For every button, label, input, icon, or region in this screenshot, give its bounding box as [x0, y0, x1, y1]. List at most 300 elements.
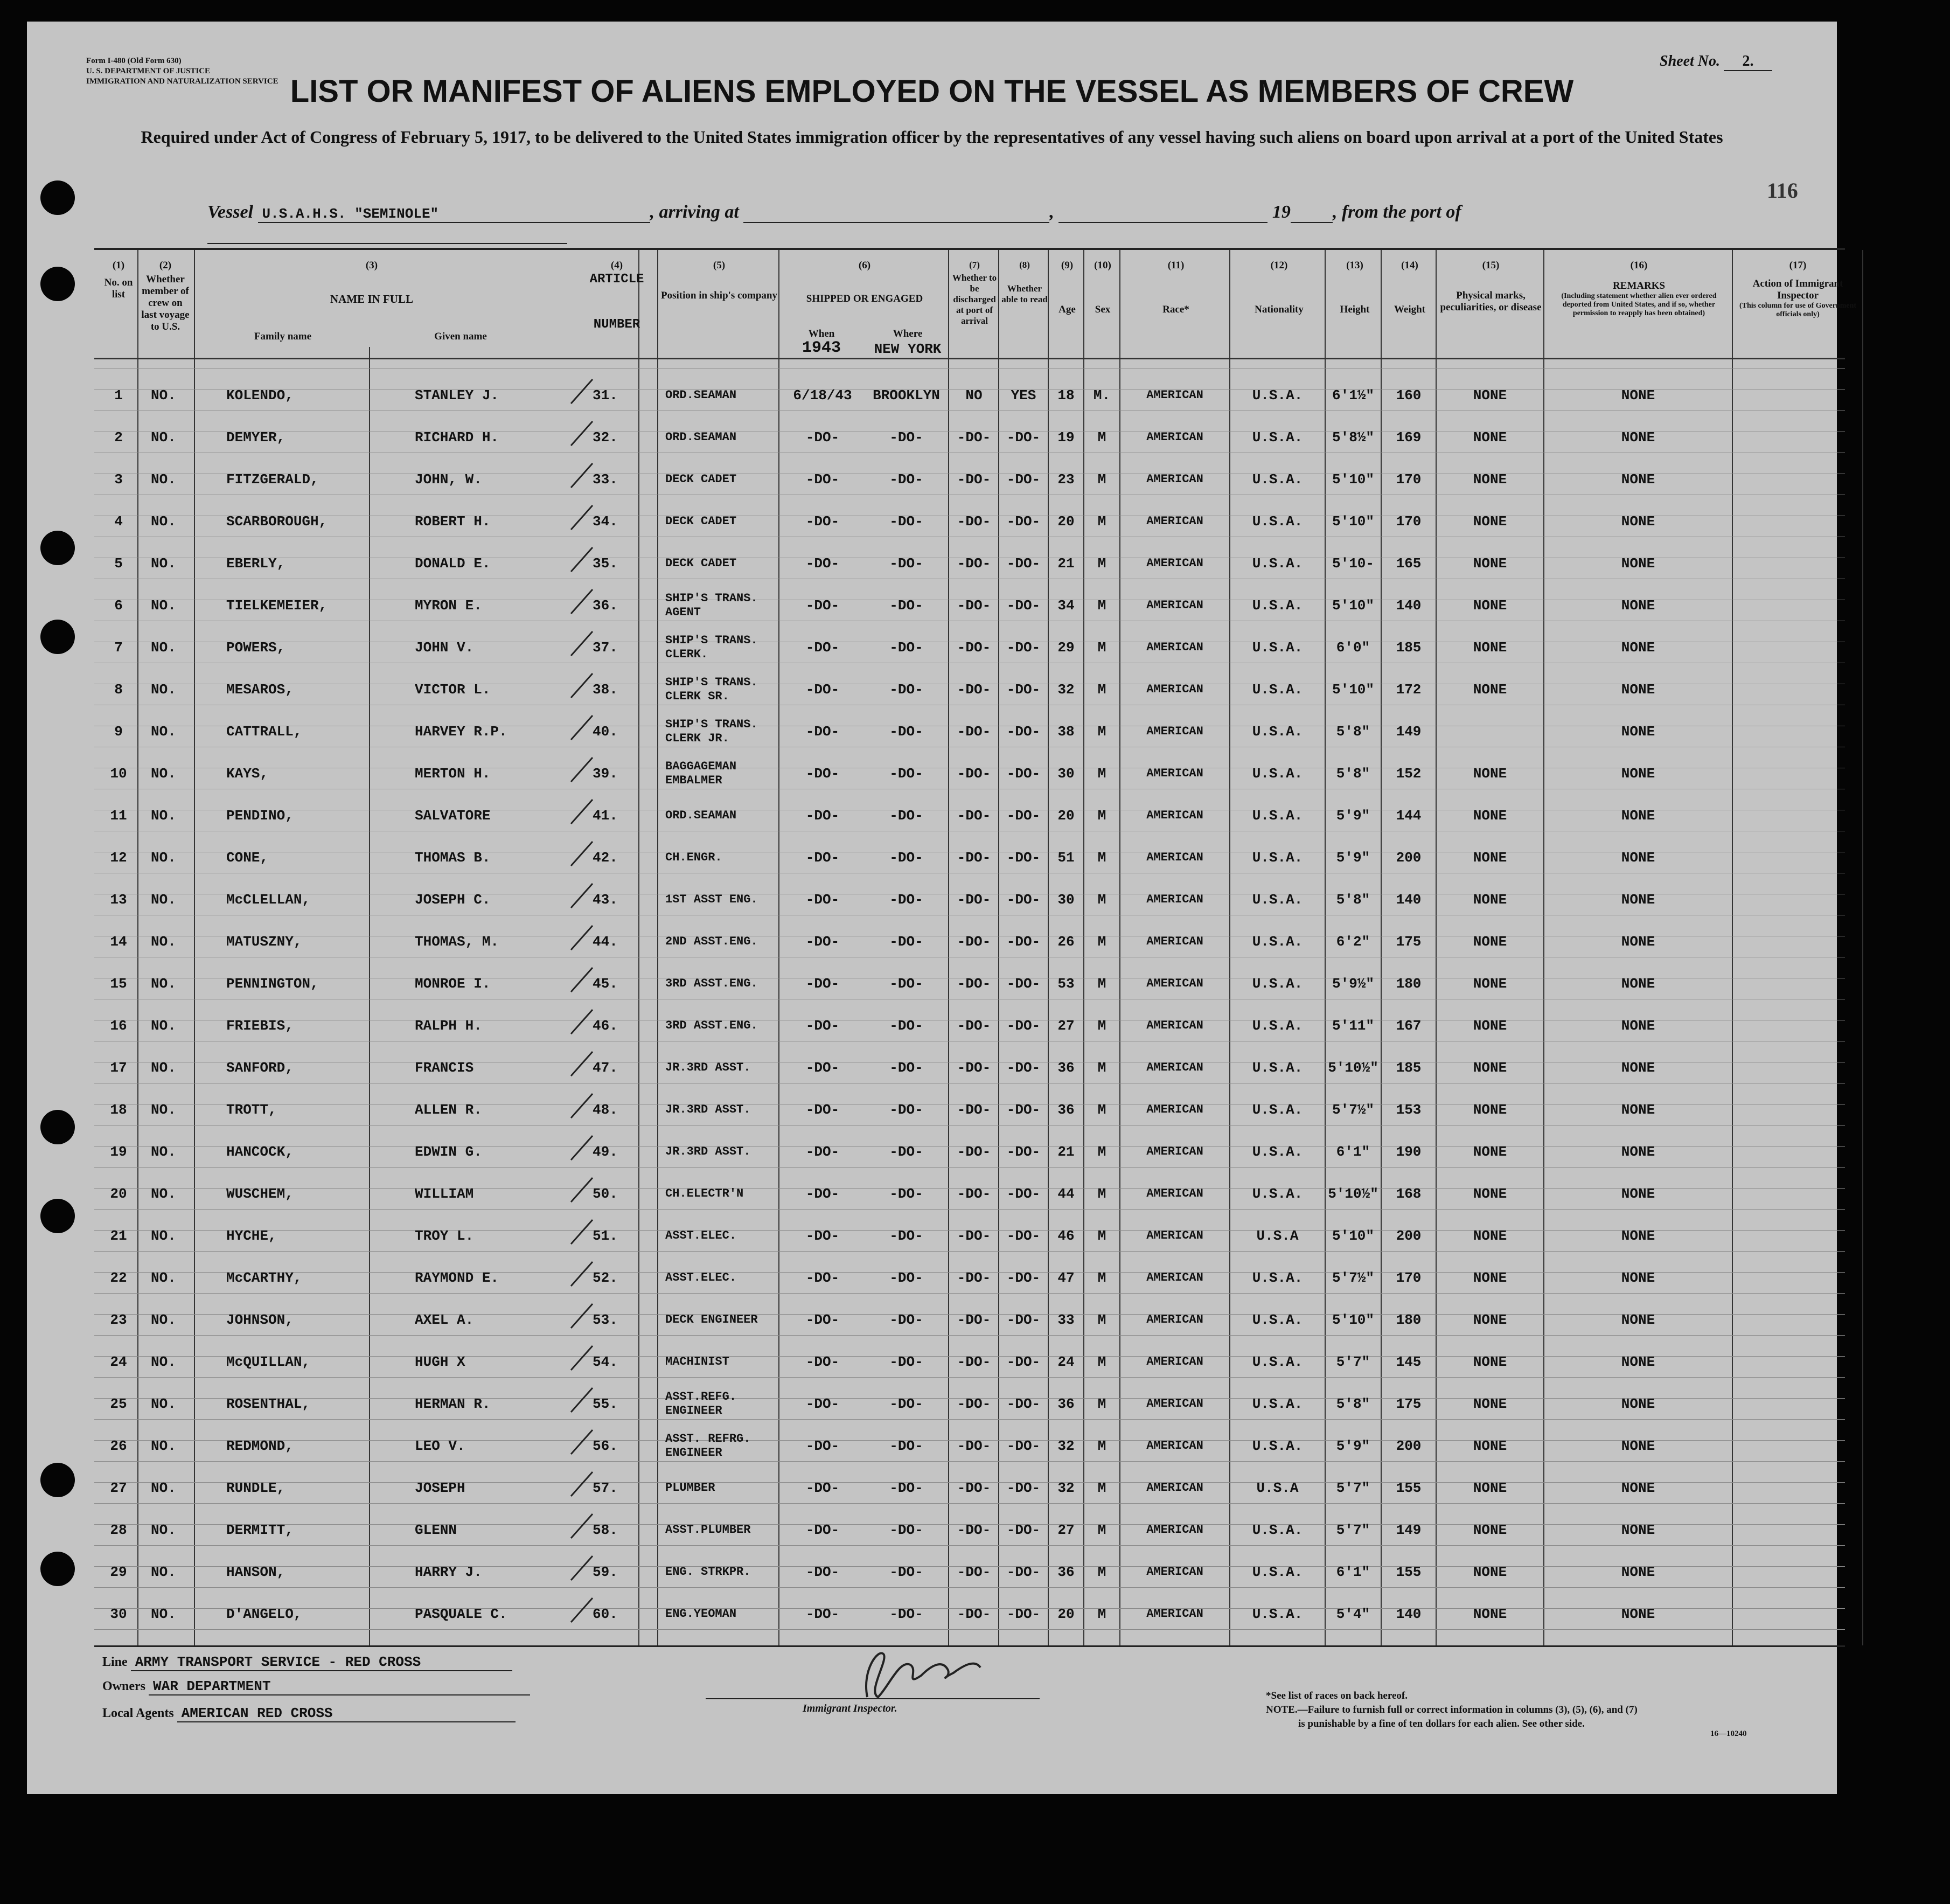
check-mark	[568, 1553, 595, 1588]
discharged: -DO-	[957, 766, 991, 782]
article-number: 31.	[593, 387, 618, 404]
shipped-when: -DO-	[805, 766, 840, 782]
sex: M	[1097, 892, 1106, 908]
nationality: U.S.A.	[1252, 976, 1303, 992]
punch-hole	[40, 620, 75, 654]
family-name: HANCOCK,	[226, 1144, 294, 1160]
table-row	[94, 555, 1845, 597]
age: 23	[1057, 471, 1075, 488]
age: 34	[1057, 597, 1075, 614]
remarks: NONE	[1621, 597, 1655, 614]
col4-header: (4) ARTICLE NUMBER	[589, 260, 644, 332]
nationality: U.S.A.	[1252, 1312, 1303, 1328]
row-number: 19	[110, 1144, 127, 1160]
nationality: U.S.A.	[1252, 640, 1303, 656]
race: AMERICAN	[1146, 1523, 1203, 1537]
physical-marks: NONE	[1473, 555, 1507, 572]
family-name: FRIEBIS,	[226, 1018, 294, 1034]
table-row	[94, 429, 1845, 471]
height: 5'9"	[1336, 850, 1370, 866]
position: JR.3RD ASST.	[665, 1103, 751, 1116]
check-mark	[568, 839, 595, 873]
sex: M.	[1093, 387, 1111, 404]
table-row	[94, 718, 1845, 766]
height: 6'0"	[1336, 640, 1370, 656]
shipped-when: -DO-	[805, 1606, 840, 1622]
col9-header: (9) Age	[1058, 260, 1076, 315]
agents-value: AMERICAN RED CROSS	[177, 1705, 516, 1722]
able-to-read: -DO-	[1006, 555, 1041, 572]
shipped-when: -DO-	[805, 471, 840, 488]
row-number: 1	[114, 387, 123, 404]
nationality: U.S.A.	[1252, 387, 1303, 404]
discharged: -DO-	[957, 1312, 991, 1328]
race: AMERICAN	[1146, 1271, 1203, 1284]
row-number: 14	[110, 934, 127, 950]
age: 33	[1057, 1312, 1075, 1328]
remarks: NONE	[1621, 471, 1655, 488]
article-number: 59.	[593, 1564, 618, 1580]
family-name: McCARTHY,	[226, 1270, 302, 1286]
port-label: , from the port of	[1332, 202, 1461, 222]
table-row	[94, 892, 1845, 934]
height: 5'10"	[1332, 1312, 1374, 1328]
discharged: -DO-	[957, 429, 991, 446]
able-to-read: -DO-	[1006, 934, 1041, 950]
col3-header: (3) NAME IN FULL	[330, 260, 413, 305]
weight: 180	[1396, 1312, 1422, 1328]
able-to-read: -DO-	[1006, 1144, 1041, 1160]
footnote-races: *See list of races on back hereof.	[1266, 1690, 1408, 1701]
race: AMERICAN	[1146, 557, 1203, 570]
prev-voyage: NO.	[151, 1438, 176, 1454]
physical-marks: NONE	[1473, 766, 1507, 782]
article-number: 56.	[593, 1438, 618, 1454]
check-mark	[568, 755, 595, 789]
row-number: 22	[110, 1270, 127, 1286]
remarks: NONE	[1621, 1606, 1655, 1622]
shipped-when: -DO-	[805, 1018, 840, 1034]
discharged: -DO-	[957, 1102, 991, 1118]
physical-marks: NONE	[1473, 1228, 1507, 1244]
article-number: 54.	[593, 1354, 618, 1370]
prev-voyage: NO.	[151, 808, 176, 824]
nationality: U.S.A.	[1252, 766, 1303, 782]
nationality: U.S.A.	[1252, 1522, 1303, 1538]
shipped-where: -DO-	[889, 513, 923, 530]
shipped-where: -DO-	[889, 1270, 923, 1286]
physical-marks: NONE	[1473, 1102, 1507, 1118]
age: 24	[1057, 1354, 1075, 1370]
age: 27	[1057, 1522, 1075, 1538]
shipped-where: -DO-	[889, 808, 923, 824]
shipped-when: -DO-	[805, 429, 840, 446]
shipped-when: -DO-	[805, 640, 840, 656]
vessel-label: Vessel	[207, 202, 253, 222]
shipped-when: -DO-	[805, 597, 840, 614]
row-number: 27	[110, 1480, 127, 1496]
family-name: REDMOND,	[226, 1438, 294, 1454]
weight: 155	[1396, 1480, 1422, 1496]
family-name: McCLELLAN,	[226, 892, 311, 908]
family-name: McQUILLAN,	[226, 1354, 311, 1370]
article-number: 58.	[593, 1522, 618, 1538]
position: DECK ENGINEER	[665, 1313, 758, 1326]
weight: 185	[1396, 640, 1422, 656]
shipped-where: -DO-	[889, 429, 923, 446]
shipped-when: -DO-	[805, 1438, 840, 1454]
height: 5'9"	[1336, 1438, 1370, 1454]
age: 46	[1057, 1228, 1075, 1244]
footnote-penalty-cont: is punishable by a fine of ten dollars for each alien. See other side.	[1298, 1718, 1585, 1729]
discharged: -DO-	[957, 1270, 991, 1286]
race: AMERICAN	[1146, 388, 1203, 402]
service-name: IMMIGRATION AND NATURALIZATION SERVICE	[86, 77, 278, 86]
height: 5'4"	[1336, 1606, 1370, 1622]
row-number: 8	[114, 682, 123, 698]
article-number: 51.	[593, 1228, 618, 1244]
weight: 175	[1396, 1396, 1422, 1412]
physical-marks: NONE	[1473, 1396, 1507, 1412]
table-row	[94, 1060, 1845, 1102]
table-row	[94, 387, 1845, 429]
col12-header: (12) Nationality	[1255, 260, 1304, 315]
row-number: 24	[110, 1354, 127, 1370]
check-mark	[568, 1427, 595, 1462]
shipped-where: -DO-	[889, 1606, 923, 1622]
nationality: U.S.A.	[1252, 429, 1303, 446]
punch-hole	[40, 180, 75, 215]
row-number: 13	[110, 892, 127, 908]
prev-voyage: NO.	[151, 892, 176, 908]
owners-field	[102, 1678, 530, 1695]
punch-hole	[40, 1463, 75, 1497]
discharged: -DO-	[957, 1522, 991, 1538]
table-row	[94, 592, 1845, 640]
position-line2: ENGINEER	[665, 1446, 722, 1460]
weight: 167	[1396, 1018, 1422, 1034]
row-number: 21	[110, 1228, 127, 1244]
col17-header: (17) Action of Immigrant Inspector (This column for use of Government officials only)	[1739, 260, 1857, 318]
position: PLUMBER	[665, 1481, 715, 1495]
given-name: MERTON H.	[415, 766, 491, 782]
family-name: PENDINO,	[226, 808, 294, 824]
discharged: -DO-	[957, 555, 991, 572]
race: AMERICAN	[1146, 683, 1203, 696]
prev-voyage: NO.	[151, 1186, 176, 1202]
family-name: DERMITT,	[226, 1522, 294, 1538]
prev-voyage: NO.	[151, 1060, 176, 1076]
family-name: TROTT,	[226, 1102, 277, 1118]
weight: 200	[1396, 1438, 1422, 1454]
nationality: U.S.A.	[1252, 1564, 1303, 1580]
check-mark	[568, 1091, 595, 1125]
position: DECK CADET	[665, 472, 737, 486]
discharged: -DO-	[957, 1396, 991, 1412]
shipped-where: -DO-	[889, 1186, 923, 1202]
able-to-read: -DO-	[1006, 1396, 1041, 1412]
article-number: 35.	[593, 555, 618, 572]
article-number: 32.	[593, 429, 618, 446]
height: 5'7½"	[1332, 1102, 1374, 1118]
position: 2ND ASST.ENG.	[665, 935, 758, 948]
col2-header: (2) Whether member of crew on last voyage to U.S.	[141, 260, 190, 332]
col6-header: (6) SHIPPED OR ENGAGED	[806, 260, 923, 304]
position: SHIP'S TRANS.	[665, 676, 758, 689]
row-number: 28	[110, 1522, 127, 1538]
race: AMERICAN	[1146, 977, 1203, 990]
table-row	[94, 808, 1845, 850]
given-name: JOSEPH C.	[415, 892, 491, 908]
prev-voyage: NO.	[151, 724, 176, 740]
position-line2: EMBALMER	[665, 774, 722, 787]
able-to-read: -DO-	[1006, 1354, 1041, 1370]
article-number: 52.	[593, 1270, 618, 1286]
sex: M	[1097, 766, 1106, 782]
article-number: 43.	[593, 892, 618, 908]
remarks: NONE	[1621, 1564, 1655, 1580]
check-mark	[568, 1385, 595, 1420]
discharged: -DO-	[957, 808, 991, 824]
weight: 169	[1396, 429, 1422, 446]
prev-voyage: NO.	[151, 471, 176, 488]
remarks: NONE	[1621, 1228, 1655, 1244]
col7-header: (7) Whether to be discharged at port of arrival	[952, 260, 997, 326]
position: BAGGAGEMAN	[665, 760, 737, 773]
shipped-where: -DO-	[889, 1228, 923, 1244]
weight: 200	[1396, 1228, 1422, 1244]
remarks: NONE	[1621, 513, 1655, 530]
height: 5'7"	[1336, 1354, 1370, 1370]
shipped-where: -DO-	[889, 597, 923, 614]
punch-hole	[40, 267, 75, 301]
prev-voyage: NO.	[151, 1228, 176, 1244]
remarks: NONE	[1621, 555, 1655, 572]
weight: 152	[1396, 766, 1422, 782]
weight: 144	[1396, 808, 1422, 824]
shipped-when: -DO-	[805, 555, 840, 572]
race: AMERICAN	[1146, 1355, 1203, 1368]
nationality: U.S.A.	[1252, 808, 1303, 824]
family-name: KAYS,	[226, 766, 269, 782]
check-mark	[568, 881, 595, 915]
able-to-read: -DO-	[1006, 850, 1041, 866]
shipped-when: -DO-	[805, 850, 840, 866]
nationality: U.S.A.	[1252, 471, 1303, 488]
sex: M	[1097, 1396, 1106, 1412]
physical-marks: NONE	[1473, 387, 1507, 404]
physical-marks: NONE	[1473, 1606, 1507, 1622]
check-mark	[568, 545, 595, 579]
family-name: EBERLY,	[226, 555, 285, 572]
table-row	[94, 934, 1845, 976]
age: 32	[1057, 1438, 1075, 1454]
able-to-read: -DO-	[1006, 471, 1041, 488]
row-number: 12	[110, 850, 127, 866]
sex: M	[1097, 429, 1106, 446]
position: 3RD ASST.ENG.	[665, 1019, 758, 1032]
weight: 155	[1396, 1564, 1422, 1580]
row-number: 2	[114, 429, 123, 446]
physical-marks: NONE	[1473, 850, 1507, 866]
height: 5'9"	[1336, 808, 1370, 824]
family-name: SCARBOROUGH,	[226, 513, 328, 530]
weight: 180	[1396, 976, 1422, 992]
age: 36	[1057, 1396, 1075, 1412]
race: AMERICAN	[1146, 1103, 1203, 1116]
shipped-when: -DO-	[805, 1270, 840, 1286]
remarks: NONE	[1621, 1354, 1655, 1370]
check-mark	[568, 1343, 595, 1378]
discharged: -DO-	[957, 1606, 991, 1622]
family-name: TIELKEMEIER,	[226, 597, 328, 614]
able-to-read: -DO-	[1006, 1522, 1041, 1538]
article-number: 40.	[593, 724, 618, 740]
discharged: -DO-	[957, 682, 991, 698]
vessel-value: U.S.A.H.S. "SEMINOLE"	[258, 206, 650, 223]
height: 6'1"	[1336, 1144, 1370, 1160]
able-to-read: -DO-	[1006, 1270, 1041, 1286]
given-name: RAYMOND E.	[415, 1270, 499, 1286]
shipped-where: -DO-	[889, 555, 923, 572]
family-name: WUSCHEM,	[226, 1186, 294, 1202]
prev-voyage: NO.	[151, 934, 176, 950]
able-to-read: -DO-	[1006, 1018, 1041, 1034]
check-mark	[568, 923, 595, 957]
able-to-read: -DO-	[1006, 1606, 1041, 1622]
discharged: -DO-	[957, 724, 991, 740]
sex: M	[1097, 1480, 1106, 1496]
age: 20	[1057, 808, 1075, 824]
weight: 172	[1396, 682, 1422, 698]
shipped-where: -DO-	[889, 1102, 923, 1118]
shipped-when: -DO-	[805, 934, 840, 950]
nationality: U.S.A.	[1252, 1060, 1303, 1076]
sex: M	[1097, 976, 1106, 992]
given-name: RALPH H.	[415, 1018, 482, 1034]
given-name: JOHN, W.	[415, 471, 482, 488]
height: 5'7"	[1336, 1480, 1370, 1496]
page-subtitle: Required under Act of Congress of February 5, 1917, to be delivered to the United States immigration officer by the representatives of any vessel having such aliens on board upon arrival at a port of the United States	[141, 127, 1723, 147]
shipped-where: -DO-	[889, 682, 923, 698]
age: 27	[1057, 1018, 1075, 1034]
given-name: VICTOR L.	[415, 682, 491, 698]
position: JR.3RD ASST.	[665, 1061, 751, 1074]
race: AMERICAN	[1146, 767, 1203, 780]
sheet-value: 2.	[1724, 53, 1772, 71]
position: SHIP'S TRANS.	[665, 718, 758, 731]
row-number: 23	[110, 1312, 127, 1328]
position: MACHINIST	[665, 1355, 729, 1368]
age: 21	[1057, 1144, 1075, 1160]
date-blank	[1058, 206, 1268, 223]
given-name: MYRON E.	[415, 597, 482, 614]
check-mark	[568, 797, 595, 831]
year-blank	[1291, 206, 1333, 223]
prev-voyage: NO.	[151, 1018, 176, 1034]
page-title: LIST OR MANIFEST OF ALIENS EMPLOYED ON THE VESSEL AS MEMBERS OF CREW	[290, 74, 1574, 109]
remarks: NONE	[1621, 766, 1655, 782]
position: ENG.YEOMAN	[665, 1607, 737, 1621]
punch-hole	[40, 1552, 75, 1586]
able-to-read: -DO-	[1006, 724, 1041, 740]
article-number: 47.	[593, 1060, 618, 1076]
shipped-where: -DO-	[889, 1312, 923, 1328]
height: 6'2"	[1336, 934, 1370, 950]
able-to-read: -DO-	[1006, 976, 1041, 992]
prev-voyage: NO.	[151, 1102, 176, 1118]
sex: M	[1097, 513, 1106, 530]
article-number: 50.	[593, 1186, 618, 1202]
shipped-where: -DO-	[889, 892, 923, 908]
weight: 149	[1396, 1522, 1422, 1538]
article-number: 39.	[593, 766, 618, 782]
discharged: -DO-	[957, 640, 991, 656]
inspector-signature	[706, 1638, 1040, 1713]
col1-header: (1) No. on list	[104, 260, 133, 300]
family-name: JOHNSON,	[226, 1312, 294, 1328]
remarks: NONE	[1621, 892, 1655, 908]
shipped-when: 6/18/43	[793, 387, 852, 404]
nationality: U.S.A.	[1252, 934, 1303, 950]
position-line2: CLERK SR.	[665, 690, 729, 703]
height: 5'8½"	[1332, 429, 1374, 446]
nationality: U.S.A.	[1252, 682, 1303, 698]
row-number: 9	[114, 724, 123, 740]
department-name: U. S. DEPARTMENT OF JUSTICE	[86, 67, 211, 75]
given-name: EDWIN G.	[415, 1144, 482, 1160]
able-to-read: -DO-	[1006, 1186, 1041, 1202]
owners-label: Owners	[102, 1679, 145, 1693]
physical-marks: NONE	[1473, 976, 1507, 992]
weight: 160	[1396, 387, 1422, 404]
able-to-read: -DO-	[1006, 892, 1041, 908]
family-name: FITZGERALD,	[226, 471, 319, 488]
col3b-header: Given name	[434, 331, 487, 342]
shipped-when: -DO-	[805, 1564, 840, 1580]
check-mark	[568, 1175, 595, 1210]
given-name: JOSEPH	[415, 1480, 465, 1496]
inspector-label: Immigrant Inspector.	[803, 1703, 897, 1714]
race: AMERICAN	[1146, 515, 1203, 528]
weight: 170	[1396, 471, 1422, 488]
shipped-when: -DO-	[805, 724, 840, 740]
height: 5'7½"	[1332, 1270, 1374, 1286]
agents-field	[102, 1705, 516, 1722]
article-number: 46.	[593, 1018, 618, 1034]
prev-voyage: NO.	[151, 597, 176, 614]
manifest-sheet	[27, 22, 1857, 1794]
remarks: NONE	[1621, 1270, 1655, 1286]
discharged: -DO-	[957, 1438, 991, 1454]
table-row	[94, 1564, 1845, 1606]
article-number: 34.	[593, 513, 618, 530]
age: 36	[1057, 1564, 1075, 1580]
row-number: 3	[114, 471, 123, 488]
col6b-header: Where NEW YORK	[874, 328, 942, 357]
nationality: U.S.A.	[1252, 1396, 1303, 1412]
discharged: -DO-	[957, 1060, 991, 1076]
age: 51	[1057, 850, 1075, 866]
row-number: 17	[110, 1060, 127, 1076]
discharged: -DO-	[957, 892, 991, 908]
table-row	[94, 634, 1845, 682]
check-mark	[568, 1217, 595, 1252]
page-stamp: 116	[1767, 178, 1798, 203]
race: AMERICAN	[1146, 1481, 1203, 1495]
race: AMERICAN	[1146, 1061, 1203, 1074]
weight: 145	[1396, 1354, 1422, 1370]
